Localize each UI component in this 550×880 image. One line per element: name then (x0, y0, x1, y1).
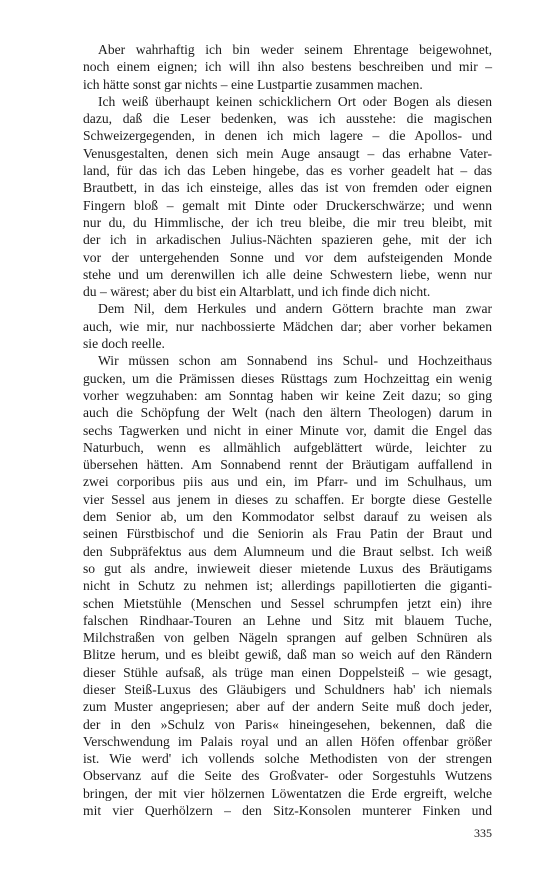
paragraph-2 (83, 93, 492, 301)
text-line: Fingern bloß – gemalt mit Dinte oder Druckerschwärze; und wenn (83, 197, 492, 213)
text-line: ich hätte sonst gar nichts – eine Lustpartie zusammen machen. (83, 76, 423, 92)
text-line: auch die Schöpfung der Welt (nach den ältern Theologen) darum in (83, 405, 492, 421)
text-line: Naturbuch, wenn es allmählich aufgeblättert würde, leichter zu (83, 439, 492, 455)
text-line: der ich in arkadischen Julius-Nächten spazieren gehe, mit der ich (83, 232, 492, 248)
text-line: vorher wegzuhaben: am Sonntag haben wir keine Zeit dazu; so ging (83, 387, 492, 403)
text-line: dieser Steiß-Luxus des Gläubigers und Schuldners hab' ich niemals (83, 681, 492, 697)
text-line: Brautbett, in das ich einsteige, alles das ist von fremden oder eignen (83, 180, 492, 196)
text-line: Schweizergegenden, in denen ich mich lagere – die Apollos- und (83, 128, 492, 144)
text-line: Ich weiß überhaupt keinen schicklichern Ort oder Bogen als diesen (98, 93, 492, 109)
text-line: Verschwendung im Palais royal und an allen Höfen offenbar größer (83, 733, 492, 749)
text-line: nicht in Schutz zu nehmen ist; allerdings papillotierten die giganti- (83, 578, 492, 594)
text-line: bringen, der mit vier hölzernen Löwentatzen die Erde ergreift, welche (83, 785, 492, 801)
text-line: dieser Stühle aufsaß, als trüge man einen Doppelsteiß – wie gesagt, (83, 664, 492, 680)
text-line: seinen Fürstbischof und die Seniorin als Frau Patin der Braut und (83, 526, 492, 542)
text-line: dem Senior ab, um den Kommodator selbst darauf zu weisen als (83, 509, 492, 525)
text-line: sie doch reelle. (83, 336, 165, 352)
text-line: Venusgestalten, denen sich mein Auge ansaugt – das erhabne Vater- (83, 145, 492, 161)
text-line: Aber wahrhaftig ich bin weder seinem Ehrentage beigewohnet, (98, 42, 492, 57)
text-line: den Subpräfektus aus dem Alumneum und die Braut selbst. Ich weiß (83, 543, 492, 559)
paragraph-3 (83, 300, 492, 352)
text-line: schen Mietstühle (Menschen und Sessel schrumpfen jetzt ein) ihre (83, 595, 492, 611)
paragraph-4 (83, 352, 492, 819)
text-line: sechs Tagwerken und nicht in einer Minute vor, damit die Engel das (83, 422, 492, 438)
page-number: 335 (474, 826, 492, 840)
text-line: so gut als andre, inwieweit dieser mietende Luxus des Bräutigams (83, 560, 492, 576)
paragraph-1 (83, 41, 492, 93)
text-line: Milchstraßen von gelben Nägeln sprangen auf gelben Schnüren als (83, 630, 492, 646)
text-line: auch, wie mir, nur nachbossierte Mädchen dar; aber vorher bekamen (83, 318, 492, 334)
text-line: nur du, du Himmlische, der ich treu bleibe, die mir treu bleibt, mit (83, 214, 492, 230)
text-line: land, für das ich das Leben hingebe, das es vorher geadelt hat – das (83, 163, 492, 179)
text-line: dazu, daß die Leser bedenken, was ich ausstehe: die magischen (83, 111, 492, 127)
text-line: Observanz auf die Seite des Großvater- oder Sorgestuhls Wutzens (83, 768, 492, 784)
text-line: Wir müssen schon am Sonnabend ins Schul- und Hochzeithaus (98, 353, 492, 369)
text-line: der in den »Schulz von Paris« hineingesehen, bekennen, daß die (83, 716, 492, 732)
text-line: mit vier Querhölzern – den Sitz-Konsolen munterer Finken und (83, 803, 492, 819)
text-line: Blitze herum, und es bleibt gewiß, daß man so weich auf den Rändern (83, 647, 492, 663)
text-line: Dem Nil, dem Herkules und andern Göttern brachte man zwar (98, 301, 492, 317)
text-line: zum Muster angepriesen; aber auf der andern Seite muß doch jeder, (83, 699, 492, 715)
text-line: übersehen hätten. Am Sonnabend rennt der Bräutigam auffallend in (83, 457, 492, 473)
body-text (83, 41, 492, 819)
text-line: stehe und um derenwillen ich alle deine Schwestern liebe, wenn nur (83, 266, 492, 282)
text-line: noch einem eignen; ich will ihn also bestens beschreiben und mir – (83, 59, 492, 75)
text-line: zwei corporibus piis aus und ein, im Pfarr- und im Schulhaus, um (83, 474, 492, 490)
text-line: du – wärest; aber du bist ein Altarblatt, und ich finde dich nicht. (83, 284, 431, 300)
text-line: vor der untergehenden Sonne und vor dem aufsteigenden Monde (83, 249, 492, 265)
text-line: falschen Rindhaar-Touren an Lehne und Sitz mit blauem Tuche, (83, 612, 492, 628)
text-line: gucken, um die Prämissen dieses Rüsttags zum Hochzeittag ein wenig (83, 370, 492, 386)
text-line: ist. Wie werd' ich vollends solche Methodisten von der strengen (83, 751, 492, 767)
text-line: vier Sessel aus jenem in dieses zu schaffen. Er borgte diese Gestelle (83, 491, 492, 507)
